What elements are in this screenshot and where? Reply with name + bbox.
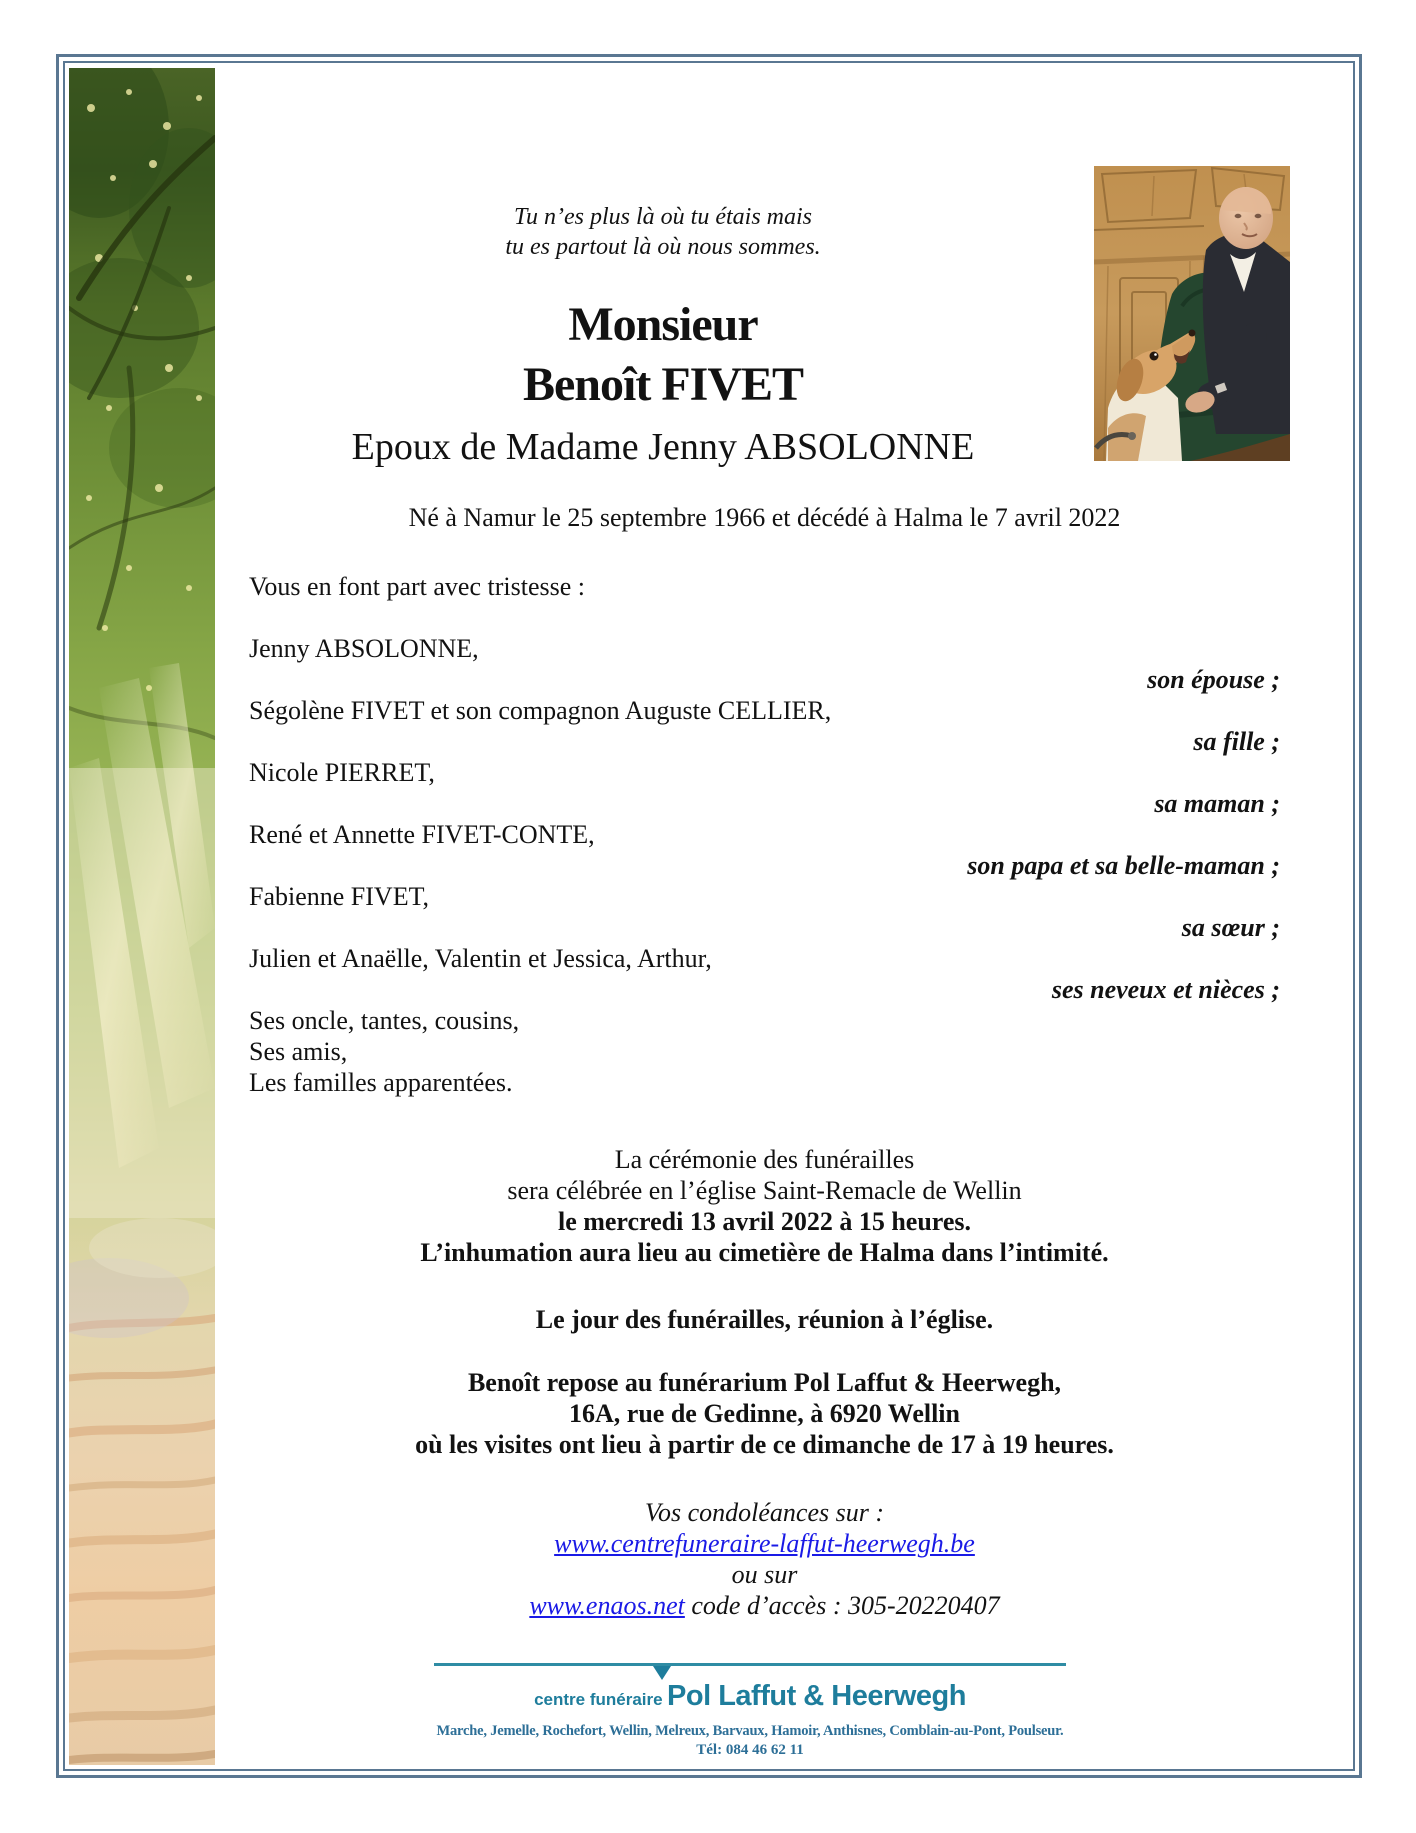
content-column bbox=[215, 63, 1353, 1769]
funeral-home-footer bbox=[434, 1663, 1066, 1759]
family-member-names: Fabienne FIVET, bbox=[249, 882, 430, 911]
family-member-names: Nicole PIERRET, bbox=[249, 758, 435, 787]
family-member-names: Ségolène FIVET et son compagnon Auguste CELLIER, bbox=[249, 696, 832, 725]
quote-line-2: tu es partout là où nous sommes. bbox=[505, 234, 821, 260]
repose-details bbox=[249, 1367, 1280, 1460]
access-code: code d’accès : 305-20220407 bbox=[684, 1591, 1000, 1620]
repose-line-1: Benoît repose au funérarium Pol Laffut & Heerwegh, bbox=[467, 1368, 1062, 1397]
meeting-line: Le jour des funérailles, réunion à l’église. bbox=[535, 1305, 994, 1334]
family-relation: son épouse ; bbox=[1147, 665, 1280, 694]
family-relation: son papa et sa belle-maman ; bbox=[967, 851, 1280, 880]
brand-name: Pol Laffut & Heerwegh bbox=[667, 1680, 966, 1712]
enaos-link[interactable]: www.enaos.net bbox=[529, 1591, 685, 1620]
closing-line: Ses amis, bbox=[249, 1037, 348, 1066]
family-relation: ses neveux et nièces ; bbox=[1051, 975, 1280, 1004]
closing-line: Ses oncle, tantes, cousins, bbox=[249, 1006, 520, 1035]
family-list bbox=[249, 633, 1280, 1098]
closing-line: Les familles apparentées. bbox=[249, 1068, 513, 1097]
document-frame bbox=[56, 54, 1362, 1778]
quote-line-1: Tu n’es plus là où tu étais mais bbox=[513, 204, 813, 230]
condolences-link[interactable]: www.centrefuneraire-laffut-heerwegh.be bbox=[554, 1529, 975, 1558]
family-member-names: Jenny ABSOLONNE, bbox=[249, 634, 479, 663]
forest-path-image bbox=[69, 68, 215, 1765]
family-member-names: Julien et Anaëlle, Valentin et Jessica, Arthur, bbox=[249, 944, 712, 973]
deceased-name: Benoît FIVET bbox=[522, 358, 804, 411]
family-member-names: René et Annette FIVET-CONTE, bbox=[249, 820, 595, 849]
family-relation: sa maman ; bbox=[1154, 789, 1280, 818]
repose-line-2: 16A, rue de Gedinne, à 6920 Wellin bbox=[569, 1399, 960, 1428]
phone-number: Tél: 084 46 62 11 bbox=[696, 1742, 804, 1758]
announcement-intro: Vous en font part avec tristesse : bbox=[249, 572, 585, 601]
footer-rule bbox=[434, 1663, 1066, 1666]
family-relation: sa sœur ; bbox=[1181, 913, 1280, 942]
brand-triangle-icon bbox=[653, 1666, 671, 1680]
deceased-title: Monsieur bbox=[568, 298, 758, 351]
branch-locations: Marche, Jemelle, Rochefort, Wellin, Melreux, Barvaux, Hamoir, Anthisnes, Comblain-au-Pont, Poulseur. bbox=[436, 1723, 1064, 1739]
repose-line-3: où les visites ont lieu à partir de ce dimanche de 17 à 19 heures. bbox=[415, 1430, 1114, 1459]
brand-small-text: centre funéraire bbox=[534, 1690, 663, 1709]
ceremony-line-2: sera célébrée en l’église Saint-Remacle de Wellin bbox=[507, 1176, 1022, 1205]
life-dates: Né à Namur le 25 septembre 1966 et décédé à Halma le 7 avril 2022 bbox=[408, 503, 1121, 532]
inner-frame-border bbox=[63, 61, 1355, 1771]
ceremony-date-line: le mercredi 13 avril 2022 à 15 heures. bbox=[557, 1207, 972, 1236]
ceremony-details bbox=[249, 1144, 1280, 1268]
spouse-line: Epoux de Madame Jenny ABSOLONNE bbox=[351, 426, 975, 468]
deceased-title-block bbox=[249, 295, 1077, 415]
condolences-intro: Vos condoléances sur : bbox=[644, 1498, 884, 1527]
condolences-block bbox=[249, 1497, 1280, 1621]
memorial-quote bbox=[249, 202, 1077, 262]
ceremony-line-1: La cérémonie des funérailles bbox=[614, 1145, 915, 1174]
condolences-or: ou sur bbox=[731, 1560, 798, 1589]
burial-line: L’inhumation aura lieu au cimetière de Halma dans l’intimité. bbox=[420, 1238, 1109, 1267]
family-relation: sa fille ; bbox=[1193, 727, 1280, 756]
funeral-home-brand bbox=[434, 1678, 1066, 1719]
